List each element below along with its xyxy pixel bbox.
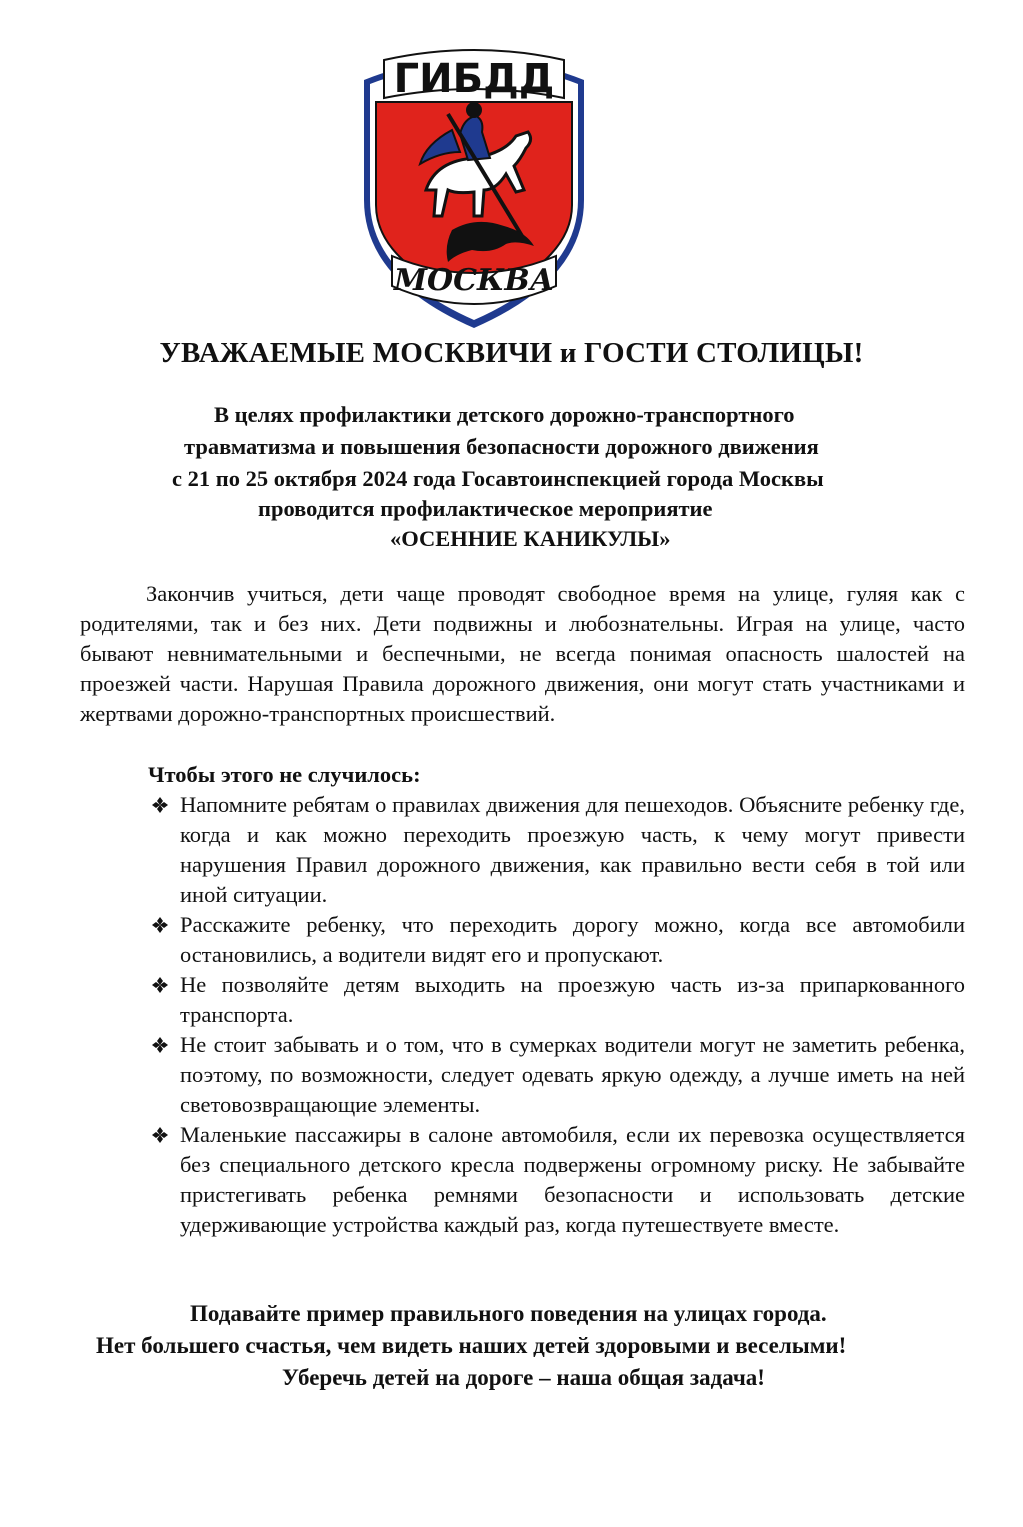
list-item (148, 910, 965, 970)
list-item (148, 790, 965, 910)
list-item (148, 1030, 965, 1120)
list-item-text: Не позволяйте детям выходить на проезжую часть из-за припаркованного транспорта. (180, 972, 965, 1027)
list-item-text: Не стоит забывать и о том, что в сумерках водители могут не заметить ребенка, поэтому, по возможности, следует одевать яркую одежду, а лучше иметь на ней световозвращающие элементы. (180, 1032, 965, 1117)
closing-line: Нет большего счастья, чем видеть наших детей здоровыми и веселыми! (96, 1333, 847, 1358)
list-item (148, 1120, 965, 1240)
list-item-text: Напомните ребятам о правилах движения для пешеходов. Объясните ребенку где, когда и как можно переходить проезжую часть, к чему могут привести нарушения Правил дорожного движения, как правильно вести себя в той или иной ситуации. (180, 792, 965, 907)
event-name: «ОСЕННИЕ КАНИКУЛЫ» (390, 526, 671, 551)
intro-line: с 21 по 25 октября 2024 года Госавтоинспекцией города Москвы (172, 466, 824, 491)
emblem-bottom-text: МОСКВА (393, 263, 555, 298)
intro-line: травматизма и повышения безопасности дорожного движения (184, 434, 819, 459)
four-diamond-icon (148, 970, 172, 1000)
main-paragraph: Закончив учиться, дети чаще проводят свободное время на улице, гуляя как с родителями, так и без них. Дети подвижны и любознательны. Играя на улице, часто бывают невнимательными и беспечными, не всегда понимая опасность шалостей на проезжей части. Нарушая Правила дорожного движения, они могут стать участниками и жертвами дорожно-транспортных происшествий. (80, 581, 965, 726)
list-item-text: Маленькие пассажиры в салоне автомобиля, если их перевозка осуществляется без специального детского кресла подвержены огромному риску. Не забывайте пристегивать ребенка ремнями безопасности и использовать детские удерживающие устройства каждый раз, когда путешествуете вместе. (180, 1122, 965, 1237)
four-diamond-icon (148, 910, 172, 940)
closing-line: Уберечь детей на дороге – наша общая задача! (282, 1365, 765, 1390)
list-lead: Чтобы этого не случилось: (148, 762, 421, 787)
four-diamond-icon (148, 1120, 172, 1150)
emblem-top-text: ГИБДД (393, 56, 555, 102)
four-diamond-icon (148, 790, 172, 820)
closing-line: Подавайте пример правильного поведения на улицах города. (190, 1301, 827, 1326)
list-item-text: Расскажите ребенку, что переходить дорогу можно, когда все автомобили остановились, а водители видят его и пропускают. (180, 912, 965, 967)
page-title: УВАЖАЕМЫЕ МОСКВИЧИ и ГОСТИ СТОЛИЦЫ! (159, 337, 864, 369)
intro-line: проводится профилактическое мероприятие (258, 496, 713, 521)
intro-line: В целях профилактики детского дорожно-транспортного (214, 402, 795, 427)
gibdd-moscow-emblem (356, 40, 592, 330)
four-diamond-icon (148, 1030, 172, 1060)
list-item (148, 970, 965, 1030)
advice-list (148, 790, 965, 1240)
